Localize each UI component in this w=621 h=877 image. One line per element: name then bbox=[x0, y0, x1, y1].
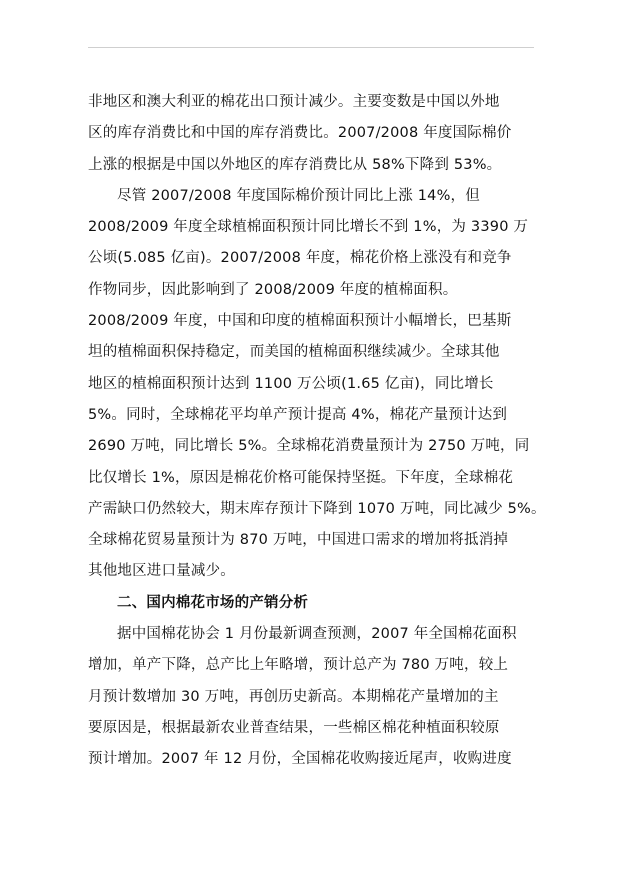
text-line: 作物同步，因此影响到了 2008/2009 年度的植棉面积。 bbox=[88, 281, 458, 298]
text-line: 上涨的根据是中国以外地区的库存消费比从 58%下降到 53%。 bbox=[88, 156, 502, 173]
text-line: 据中国棉花协会 1 月份最新调查预测，2007 年全国棉花面积 bbox=[117, 626, 517, 643]
text-line: 公顷(5.085 亿亩)。2007/2008 年度，棉花价格上涨没有和竞争 bbox=[88, 250, 512, 267]
text-line: 5%。同时，全球棉花平均单产预计提高 4%，棉花产量预计达到 bbox=[88, 406, 508, 423]
text-line: 2690 万吨，同比增长 5%。全球棉花消费量预计为 2750 万吨，同 bbox=[88, 438, 530, 455]
text-line: 非地区和澳大利亚的棉花出口预计减少。主要变数是中国以外地 bbox=[88, 94, 500, 110]
text-line: 预计增加。2007 年 12 月份，全国棉花收购接近尾声，收购进度 bbox=[88, 751, 512, 768]
text-line: 全球棉花贸易量预计为 870 万吨，中国进口需求的增加将抵消掉 bbox=[88, 532, 509, 549]
text-line: 区的库存消费比和中国的库存消费比。2007/2008 年度国际棉价 bbox=[88, 125, 512, 142]
text-line: 尽管 2007/2008 年度国际棉价预计同比上涨 14%，但 bbox=[117, 187, 480, 204]
header-rule bbox=[88, 47, 534, 48]
text-line: 其他地区进口量减少。 bbox=[88, 563, 235, 580]
text-line: 增加，单产下降，总产比上年略增，预计总产为 780 万吨，较上 bbox=[88, 657, 509, 674]
text-line: 2008/2009 年度全球植棉面积预计同比增长不到 1%，为 3390 万 bbox=[88, 219, 529, 236]
text-line: 2008/2009 年度，中国和印度的植棉面积预计小幅增长，巴基斯 bbox=[88, 313, 512, 330]
body-text bbox=[88, 87, 546, 776]
text-line: 坦的植棉面积保持稳定，而美国的植棉面积继续减少。全球其他 bbox=[88, 344, 500, 361]
section-heading: 二、国内棉花市场的产销分析 bbox=[117, 594, 309, 611]
text-line: 产需缺口仍然较大，期末库存预计下降到 1070 万吨，同比减少 5%。 bbox=[88, 500, 546, 517]
text-line: 月预计数增加 30 万吨，再创历史新高。本期棉花产量增加的主 bbox=[88, 688, 499, 705]
text-line: 比仅增长 1%，原因是棉花价格可能保持坚挺。下年度，全球棉花 bbox=[88, 469, 514, 486]
text-line: 地区的植棉面积预计达到 1100 万公顷(1.65 亿亩)，同比增长 bbox=[88, 375, 494, 392]
text-line: 要原因是，根据最新农业普查结果，一些棉区棉花种植面积较原 bbox=[88, 719, 500, 736]
